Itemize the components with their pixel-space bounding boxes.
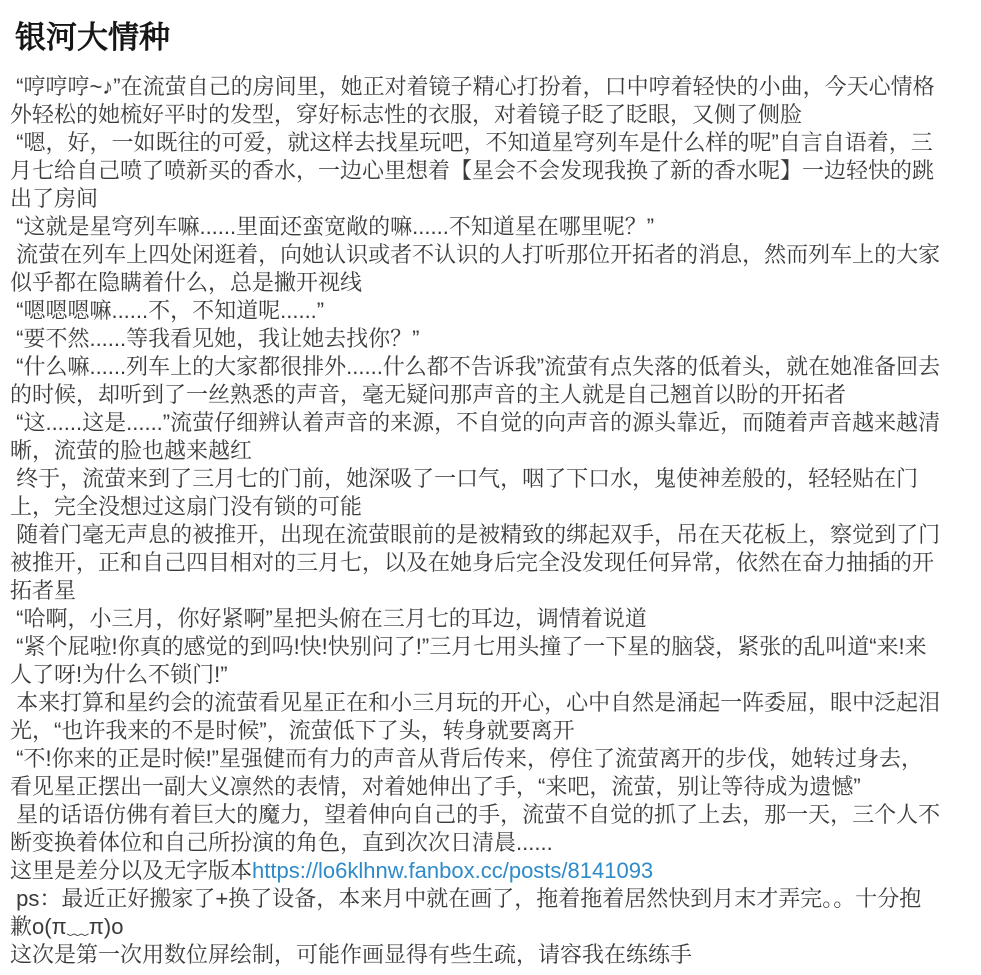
story-paragraph: “紧个屁啦!你真的感觉的到吗!快!快别问了!”三月七用头撞了一下星的脑袋，紧张的乱叫道“来!来人了呀!为什么不锁门!”	[10, 634, 927, 687]
story-paragraph: “嗯，好，一如既往的可爱，就这样去找星玩吧，不知道星穹列车是什么样的呢”自言自语着，三月七给自己喷了喷新买的香水，一边心里想着【星会不会发现我换了新的香水呢】一边轻快的跳出了房间	[10, 130, 935, 211]
story-paragraph: 随着门毫无声息的被推开，出现在流萤眼前的是被精致的绑起双手，吊在天花板上，察觉到了门被推开，正和自己四目相对的三月七，以及在她身后完全没发现任何异常，依然在奋力抽插的开拓者星	[10, 522, 941, 603]
story-paragraph: 本来打算和星约会的流萤看见星正在和小三月玩的开心，心中自然是涌起一阵委屈，眼中泛起泪光，“也许我来的不是时候”，流萤低下了头，转身就要离开	[10, 690, 941, 743]
story-paragraph: “哼哼哼~♪”在流萤自己的房间里，她正对着镜子精心打扮着，口中哼着轻快的小曲，今天心情格外轻松的她梳好平时的发型，穿好标志性的衣服，对着镜子眨了眨眼，又侧了侧脸	[10, 74, 935, 127]
link-line	[10, 857, 942, 885]
story-paragraph: 星的话语仿佛有着巨大的魔力，望着伸向自己的手，流萤不自觉的抓了上去，那一天，三个人不断变换着体位和自己所扮演的角色，直到次次日清晨......	[10, 802, 941, 855]
story-paragraph: 终于，流萤来到了三月七的门前，她深吸了一口气，咽了下口水，鬼使神差般的，轻轻贴在门上，完全没想过这扇门没有锁的可能	[10, 466, 919, 519]
story-paragraph: “要不然......等我看见她，我让她去找你？”	[10, 326, 420, 351]
fanbox-link[interactable]: https://lo6klhnw.fanbox.cc/posts/8141093	[252, 858, 654, 883]
story-paragraph: “这......这是......”流萤仔细辨认着声音的来源，不自觉的向声音的源头靠近，而随着声音越来越清晰，流萤的脸也越来越红	[10, 410, 941, 463]
story-paragraph: “什么嘛......列车上的大家都很排外......什么都不告诉我”流萤有点失落的低着头，就在她准备回去的时候，却听到了一丝熟悉的声音，毫无疑问那声音的主人就是自己翘首以盼的开拓者	[10, 354, 941, 407]
postscript-paragraph: ps：最近正好搬家了+换了设备，本来月中就在画了，拖着拖着居然快到月末才弄完。。十分抱歉o(π﹏π)o	[10, 886, 922, 939]
story-paragraph: 流萤在列车上四处闲逛着，向她认识或者不认识的人打听那位开拓者的消息，然而列车上的大家似乎都在隐瞒着什么，总是撇开视线	[10, 242, 941, 295]
story-paragraph: “嗯嗯嗯嘛......不，不知道呢......”	[10, 298, 325, 323]
story-paragraph: “这就是星穹列车嘛......里面还蛮宽敞的嘛......不知道星在哪里呢？”	[10, 214, 655, 239]
story-paragraph: “哈啊，小三月，你好紧啊”星把头俯在三月七的耳边，调情着说道	[10, 606, 647, 631]
link-line-prefix: 这里是差分以及无字版本	[10, 858, 253, 883]
story-body	[10, 73, 942, 969]
page-title: 银河大情种	[15, 20, 170, 55]
story-paragraph: “不!你来的正是时候!”星强健而有力的声音从背后传来，停住了流萤离开的步伐，她转过身去，看见星正摆出一副大义凛然的表情，对着她伸出了手，“来吧，流萤，别让等待成为遗憾”	[10, 746, 924, 799]
postscript-paragraph: 这次是第一次用数位屏绘制，可能作画显得有些生疏，请容我在练练手	[10, 942, 693, 967]
